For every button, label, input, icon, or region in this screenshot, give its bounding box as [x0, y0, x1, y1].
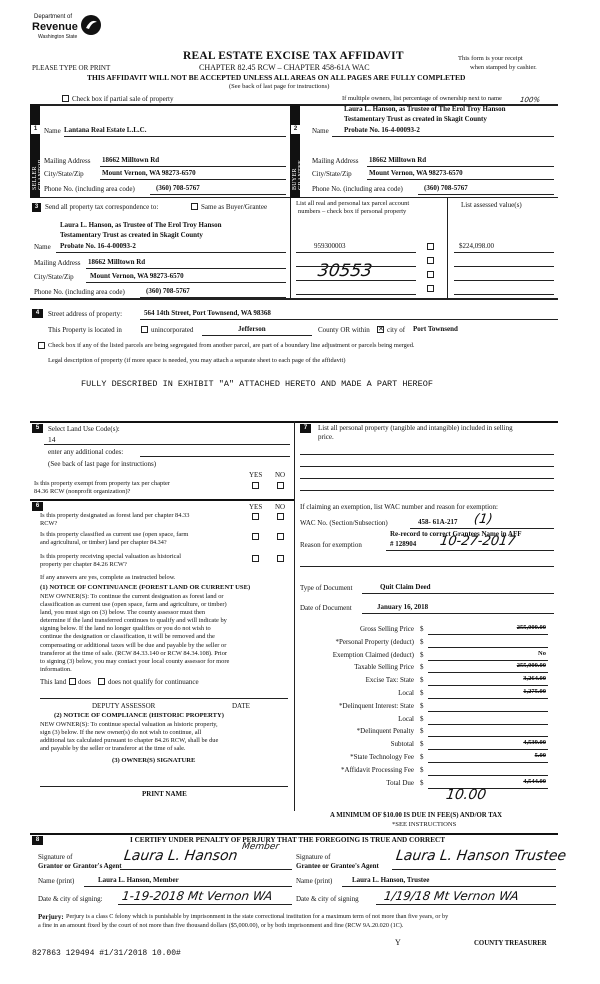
wac-label: WAC No. (Section/Subsection) [300, 519, 388, 527]
minimum-fee-note: A MINIMUM OF $10.00 IS DUE IN FEE(S) AND/OR TAX [330, 812, 503, 819]
revenue-logo [32, 12, 104, 46]
grantor-signature-member: Member [241, 842, 280, 852]
this-land-label: This land [40, 678, 67, 686]
notice-continuance-line: information. [40, 665, 72, 673]
notice-continuance-line: signing below. If the land no longer qualifies or you do not wish to [40, 625, 211, 633]
corr-phone: (360) 708-5767 [146, 287, 190, 295]
notice-compliance-body [40, 721, 218, 753]
parcel-number: 959300003 [314, 242, 346, 250]
revenue-swirl-icon [80, 14, 102, 36]
tax-row-value: 4,539.00 [523, 739, 546, 747]
city-of-label: city of [387, 326, 406, 334]
reason-handwritten: 10-27-2017 [438, 534, 517, 549]
personal-property-label-1: List all personal property (tangible and intangible) included in selling [318, 424, 513, 432]
seller-mailing: 18662 Milltown Rd [102, 156, 160, 164]
tax-row-currency: $ [420, 778, 424, 787]
exempt-yes-checkbox[interactable] [252, 482, 259, 489]
buyer-phone: (360) 708-5767 [424, 184, 468, 192]
s6-yes-header: YES [249, 503, 263, 511]
please-type: PLEASE TYPE OR PRINT [32, 64, 111, 72]
notice-compliance-line: sign (3) below. If the new owner(s) do not wish to continue, all [40, 729, 202, 737]
section-4-number: 4 [32, 309, 43, 318]
assessor-date-label: DATE [232, 702, 250, 710]
tax-row-label: Exemption Claimed (deduct) [332, 650, 414, 659]
notice-continuance-line: land, you must sign on (3) below. The county assessor must then [40, 609, 206, 617]
buyer-side-label: BUYER GRANTEE [292, 159, 304, 190]
historic-no-checkbox[interactable] [277, 555, 284, 562]
tax-row-currency: $ [420, 765, 424, 774]
perjury-text-1: Perjury is a class C felony which is punishable by imprisonment in the state correctional institution for a maximum term of not more than five years, or by [66, 913, 449, 920]
y-mark: Y [395, 938, 401, 947]
grantee-date-city: 1/19/18 Mt Vernon WA [383, 889, 520, 903]
seller-mailing-label: Mailing Address [44, 157, 91, 165]
parcel-checkbox-2[interactable] [427, 257, 434, 264]
tax-row-currency: $ [420, 714, 424, 723]
historic-question-1: Is this property receiving special valuation as historical [40, 553, 182, 560]
buyer-mailing: 18662 Milltown Rd [369, 156, 427, 164]
grantor-date-city: 1-19-2018 Mt Vernon WA [121, 889, 274, 903]
grantor-name-label: Name (print) [38, 877, 75, 885]
notice-continuance-title: (1) NOTICE OF CONTINUANCE (FOREST LAND OR CURRENT USE) [40, 584, 251, 591]
historic-question-2: property per chapter 84.26 RCW? [40, 561, 127, 568]
grantee-name: Laura L. Hanson, Trustee [352, 876, 430, 884]
located-label: This Property is located in [48, 326, 122, 334]
s6-no-header: NO [275, 503, 286, 511]
tax-row-value: No [538, 649, 546, 657]
land-use-code: 14 [48, 435, 56, 444]
corr-name-line2: Testamentary Trust as created in Skagit County [60, 231, 203, 239]
additional-codes-label: enter any additional codes: [48, 448, 124, 456]
tax-row-currency: $ [420, 676, 424, 685]
wac-handwritten: (1) [472, 512, 494, 527]
unincorporated-label: unincorporated [151, 326, 194, 334]
notice-continuance-line: NEW OWNER(S): To continue the current designation as forest land or [40, 593, 224, 600]
wac-number: 458- 61A-217 [418, 518, 458, 526]
recording-stamp: 827863 129494 #1/31/2018 10.00# [32, 949, 181, 958]
form-title: REAL ESTATE EXCISE TAX AFFIDAVIT [183, 50, 404, 62]
buyer-mailing-label: Mailing Address [312, 157, 359, 165]
land-does-not-checkbox[interactable] [98, 678, 105, 685]
see-back-line: (See back of last page for instructions) [229, 83, 330, 90]
perjury-label: Perjury: [38, 913, 64, 921]
buyer-city: Mount Vernon, WA 98273-6570 [369, 169, 463, 177]
tax-row-label: Excise Tax: State [365, 676, 414, 685]
tax-row-currency: $ [420, 727, 424, 736]
logo-text-dept: Department of [34, 14, 73, 20]
exempt-yes-header: YES [249, 471, 263, 479]
tax-row-label: *Delinquent Interest: State [338, 701, 414, 710]
county-treasurer-label: COUNTY TREASURER [474, 940, 547, 947]
land-does-not-label: does not qualify for continuance [108, 678, 199, 686]
current-use-question-1: Is this property classified as current use (open space, farm [40, 531, 189, 538]
legal-label: Legal description of property (if more space is needed, you may attach a separate sheet to each page of the affidavit) [48, 357, 346, 364]
corr-mailing: 18662 Milltown Rd [88, 258, 146, 266]
tax-row-value: 3,264.00 [523, 675, 546, 683]
tax-row-label: Subtotal [390, 740, 414, 749]
land-use-see-back: (See back of last page for instructions) [48, 460, 157, 468]
assessed-header: List assessed value(s) [461, 201, 522, 209]
parcel-checkbox-4[interactable] [427, 285, 434, 292]
land-does-label: does [78, 678, 91, 686]
doc-date: January 16, 2018 [377, 603, 429, 611]
exempt-question-2: 84.36 RCW (nonprofit organization)? [34, 488, 131, 495]
correspondence-label: Send all property tax correspondence to: [45, 203, 159, 211]
print-name-label: PRINT NAME [142, 790, 187, 798]
tax-row-currency: $ [420, 650, 424, 659]
land-use-label: Select Land Use Code(s): [48, 425, 120, 433]
notice-continuance-body [40, 593, 229, 674]
tax-row-label: Local [398, 689, 414, 697]
total-due-handwritten: 10.00 [444, 787, 488, 803]
seller-name-label: Name [44, 127, 61, 135]
corr-mailing-label: Mailing Address [34, 259, 81, 267]
exempt-no-header: NO [275, 471, 286, 479]
tax-row-label: Local [398, 714, 414, 723]
corr-name-label: Name [34, 243, 51, 251]
grantor-signature: Laura L. Hanson [122, 848, 239, 864]
doc-date-label: Date of Document [300, 604, 352, 612]
section-1-number: 1 [31, 125, 40, 134]
land-does-checkbox[interactable] [69, 678, 76, 685]
notice-continuance-line: determine if the land transferred continues to qualify and will indicate by [40, 617, 227, 625]
grantor-date-label: Date & city of signing: [38, 895, 103, 903]
notice-continuance-line: transferor at the time of sale. (RCW 84.33.140 or RCW 84.34.108). Prior [40, 649, 228, 657]
tax-row-currency: $ [420, 689, 424, 697]
if-yes-instruction: If any answers are yes, complete as instructed below. [40, 574, 176, 581]
city-value: Port Townsend [413, 325, 458, 333]
tax-row-currency: $ [420, 753, 424, 761]
certify-statement: I CERTIFY UNDER PENALTY OF PERJURY THAT THE FOREGOING IS TRUE AND CORRECT [130, 836, 445, 844]
tax-row-currency: $ [420, 740, 424, 749]
forest-no-checkbox[interactable] [277, 513, 284, 520]
section-3-number: 3 [32, 203, 41, 212]
tax-row-value: 255,000.00 [516, 662, 546, 670]
same-as-buyer-checkbox[interactable] [191, 203, 198, 210]
notice-continuance-line: continue the designation or classification, it will be removed and the [40, 633, 215, 641]
exemption-question: If claiming an exemption, list WAC number and reason for exemption: [300, 503, 498, 511]
tax-row-label: *Personal Property (deduct) [335, 637, 414, 646]
current-use-yes-checkbox[interactable] [252, 533, 259, 540]
notice-continuance-line: classification as current use (open space, farm and agriculture, or timber) [40, 601, 227, 609]
grantor-sig-label-2: Grantor or Grantor's Agent [38, 862, 122, 870]
grantor-name: Laura L. Hanson, Member [98, 876, 179, 884]
notice-compliance-line: and payable by the seller or transferor at the time of sale. [40, 745, 186, 753]
section-5-number: 5 [32, 424, 43, 433]
section-2-number: 2 [291, 125, 300, 134]
parcel-header-line1: List all real and personal tax parcel account [296, 200, 410, 207]
notice-compliance-title: (2) NOTICE OF COMPLIANCE (HISTORIC PROPERTY) [54, 712, 224, 719]
parcel-handwritten: 30553 [316, 261, 374, 281]
parcel-checkbox-3[interactable] [427, 271, 434, 278]
grantee-sig-label-2: Grantee or Grantee's Agent [296, 862, 379, 870]
legal-description: FULLY DESCRIBED IN EXHIBIT "A" ATTACHED HERETO AND MADE A PART HEREOF [81, 379, 433, 389]
exempt-no-checkbox[interactable] [277, 482, 284, 489]
tax-row-currency: $ [420, 701, 424, 710]
perjury-text-2: a fine in an amount fixed by the court of not more than five thousand dollars ($5,000.00), or by both imprisonment and fine (RCW 9A.20.020 (1C). [38, 922, 404, 929]
corr-name-line1: Laura L. Hanson, as Trustee of The Erol Troy Hanson [60, 221, 222, 229]
county-value: Jefferson [238, 325, 266, 333]
tax-row-value: 5.00 [534, 752, 546, 759]
tax-row-currency: $ [420, 663, 424, 672]
partial-sale-label: Check box if partial sale of property [72, 95, 174, 103]
segregated-label: Check box if any of the listed parcels are being segregated from another parcel, are part of a boundary line adjustment or parcels being merged. [48, 342, 415, 349]
partial-sale-checkbox[interactable] [62, 95, 69, 102]
parcel-header-line2: numbers – check box if personal property [298, 208, 407, 215]
buyer-name-line2: Testamentary Trust as created in Skagit County [344, 115, 487, 123]
unincorporated-checkbox[interactable] [141, 326, 148, 333]
street-address: 564 14th Street, Port Townsend, WA 98368 [144, 309, 271, 317]
buyer-phone-label: Phone No. (including area code) [312, 185, 403, 193]
tax-row-label: *Delinquent Penalty [356, 727, 414, 736]
doc-type-label: Type of Document [300, 584, 353, 592]
grantee-sig-label-1: Signature of [296, 853, 331, 861]
parcel-checkbox-1[interactable] [427, 243, 434, 250]
corr-city-label: City/State/Zip [34, 273, 74, 281]
section-7-number: 7 [300, 424, 311, 433]
tax-row-value: 255,000.00 [516, 624, 546, 631]
notice-compliance-line: additional tax calculated pursuant to chapter 84.26 RCW, shall be due [40, 737, 219, 745]
chapter-line: CHAPTER 82.45 RCW – CHAPTER 458-61A WAC [199, 63, 370, 72]
corr-city: Mount Vernon, WA 98273-6570 [90, 272, 184, 280]
receipt-line1: This form is your receipt [458, 55, 523, 62]
reason-line-1: Re-record to correct Grantees Name in AFF [390, 530, 522, 538]
section-6-number: 6 [32, 502, 43, 511]
doc-type: Quit Claim Deed [380, 583, 431, 591]
tax-row-label: Total Due [386, 778, 414, 787]
forest-question-2: RCW? [40, 520, 58, 527]
buyer-city-label: City/State/Zip [312, 170, 352, 178]
see-instructions-note: *SEE INSTRUCTIONS [392, 821, 457, 828]
county-or-label: County OR within [318, 326, 370, 334]
notice-continuance-line: compensating or additional taxes will be due and payable by the seller or [40, 641, 227, 649]
grantor-sig-label-1: Signature of [38, 853, 73, 861]
receipt-line2: when stamped by cashier. [470, 64, 537, 71]
same-as-buyer-label: Same as Buyer/Grantee [201, 203, 268, 211]
street-label: Street address of property: [48, 310, 123, 318]
forest-yes-checkbox[interactable] [252, 513, 259, 520]
reason-line-2: # 128904 [390, 540, 417, 548]
buyer-name-line1: Laura L. Hanson, as Trustee of The Erol Troy Hanson [344, 105, 506, 113]
tax-row-label: *Affidavit Processing Fee [341, 765, 414, 774]
section-8-number: 8 [32, 836, 43, 845]
current-use-no-checkbox[interactable] [277, 533, 284, 540]
corr-name-line3: Probate No. 16-4-00093-2 [60, 242, 136, 250]
tax-row-label: Gross Selling Price [359, 625, 414, 633]
grantee-signature: Laura L. Hanson Trustee [394, 848, 568, 864]
tax-row-value: 1,275.00 [523, 688, 546, 695]
seller-city: Mount Vernon, WA 98273-6570 [102, 169, 196, 177]
exempt-question-1: Is this property exempt from property tax per chapter [34, 480, 170, 487]
warning-line: THIS AFFIDAVIT WILL NOT BE ACCEPTED UNLESS ALL AREAS ON ALL PAGES ARE FULLY COMPLETED [87, 73, 466, 82]
notice-continuance-line: to signing (3) below, you may contact your local county assessor for more [40, 657, 230, 665]
notice-compliance-line: NEW OWNER(S): To continue special valuation as historic property, [40, 721, 218, 728]
grantee-date-label: Date & city of signing [296, 895, 359, 903]
within-city-checkbox[interactable]: ✕ [378, 325, 384, 333]
assessed-value: $224,098.00 [459, 242, 494, 250]
buyer-ownership-handwritten: 100% [519, 96, 541, 104]
buyer-name-label: Name [312, 127, 329, 135]
logo-text-state: Washington State [38, 34, 78, 40]
tax-row-currency: $ [420, 637, 424, 646]
segregated-checkbox[interactable] [38, 342, 45, 349]
personal-property-label-2: price. [318, 433, 334, 441]
logo-text-revenue: Revenue [32, 21, 78, 33]
tax-row-currency: $ [420, 625, 424, 633]
seller-phone-label: Phone No. (including area code) [44, 185, 135, 193]
tax-row-label: Taxable Selling Price [354, 663, 414, 672]
seller-city-label: City/State/Zip [44, 170, 84, 178]
buyer-name-line3: Probate No. 16-4-00093-2 [344, 126, 420, 134]
corr-phone-label: Phone No. (including area code) [34, 288, 125, 296]
seller-name: Lantana Real Estate L.L.C. [64, 126, 147, 134]
deputy-assessor-label: DEPUTY ASSESSOR [92, 702, 156, 710]
tax-row-label: *State Technology Fee [350, 753, 414, 761]
seller-phone: (360) 708-5767 [156, 184, 200, 192]
seller-side-label: SELLER GRANTOR [32, 159, 44, 190]
multiple-owners-label: If multiple owners, list percentage of ownership next to name [342, 95, 502, 102]
current-use-question-2: and agricultural, or timber) land per chapter 84.34? [40, 539, 167, 546]
historic-yes-checkbox[interactable] [252, 555, 259, 562]
grantee-name-label: Name (print) [296, 877, 333, 885]
reason-label: Reason for exemption [300, 541, 362, 549]
tax-row-value: 4,544.00 [523, 777, 546, 785]
forest-question-1: Is this property designated as forest land per chapter 84.33 [40, 512, 190, 519]
owner-signature-label: (3) OWNER(S) SIGNATURE [112, 757, 196, 764]
